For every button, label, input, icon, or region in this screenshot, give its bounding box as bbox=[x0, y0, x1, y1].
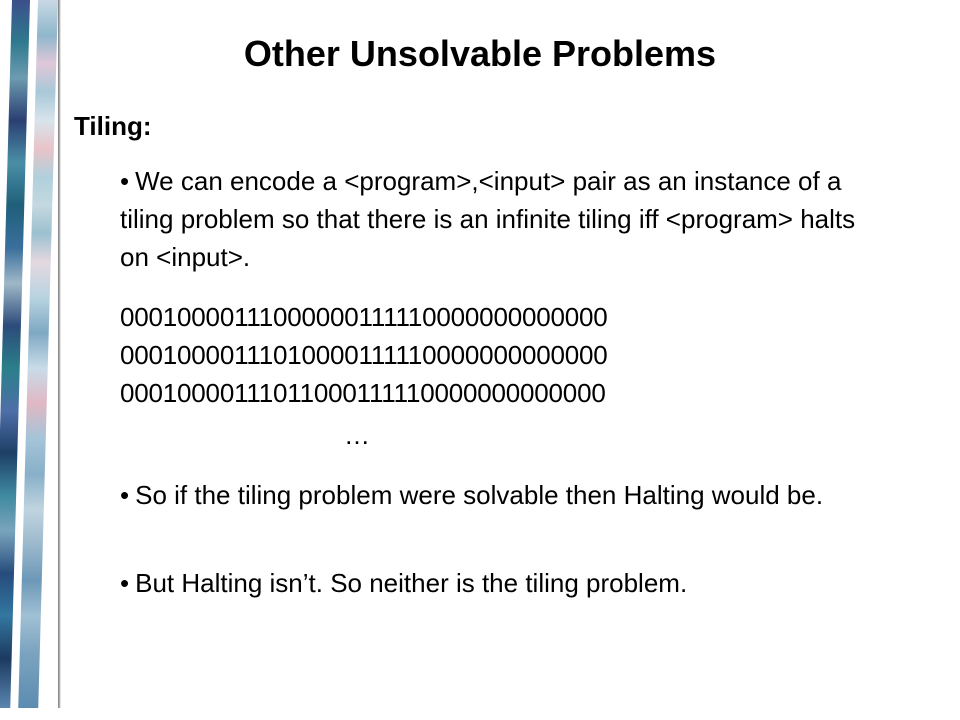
bullet-text: But Halting isn’t. So neither is the tiling problem. bbox=[135, 568, 688, 598]
bullet-conclusion bbox=[120, 564, 880, 602]
border-shadow bbox=[58, 0, 61, 708]
bullet-text: So if the tiling problem were solvable then Halting would be. bbox=[135, 480, 824, 510]
bullet-marker: • bbox=[120, 480, 130, 510]
bullet-marker: • bbox=[120, 166, 130, 196]
encoding-line: 00010000111000000111110000000000000 bbox=[120, 302, 608, 332]
section-heading: Tiling: bbox=[74, 111, 152, 141]
encoding-list bbox=[120, 298, 608, 412]
bullet-marker: • bbox=[120, 568, 130, 598]
encoding-line: 00010000111010000111110000000000000 bbox=[120, 340, 608, 370]
ellipsis: … bbox=[344, 420, 370, 450]
bullet-text: We can encode a <program>,<input> pair as an instance of a tiling problem so that there is an infinite tiling iff <program> halts on <input>. bbox=[120, 166, 856, 272]
bullet-solvable bbox=[120, 476, 880, 514]
slide-title: Other Unsolvable Problems bbox=[243, 33, 717, 74]
bullet-encoding bbox=[120, 162, 880, 276]
encoding-line: 00010000111011000111110000000000000 bbox=[120, 378, 606, 408]
